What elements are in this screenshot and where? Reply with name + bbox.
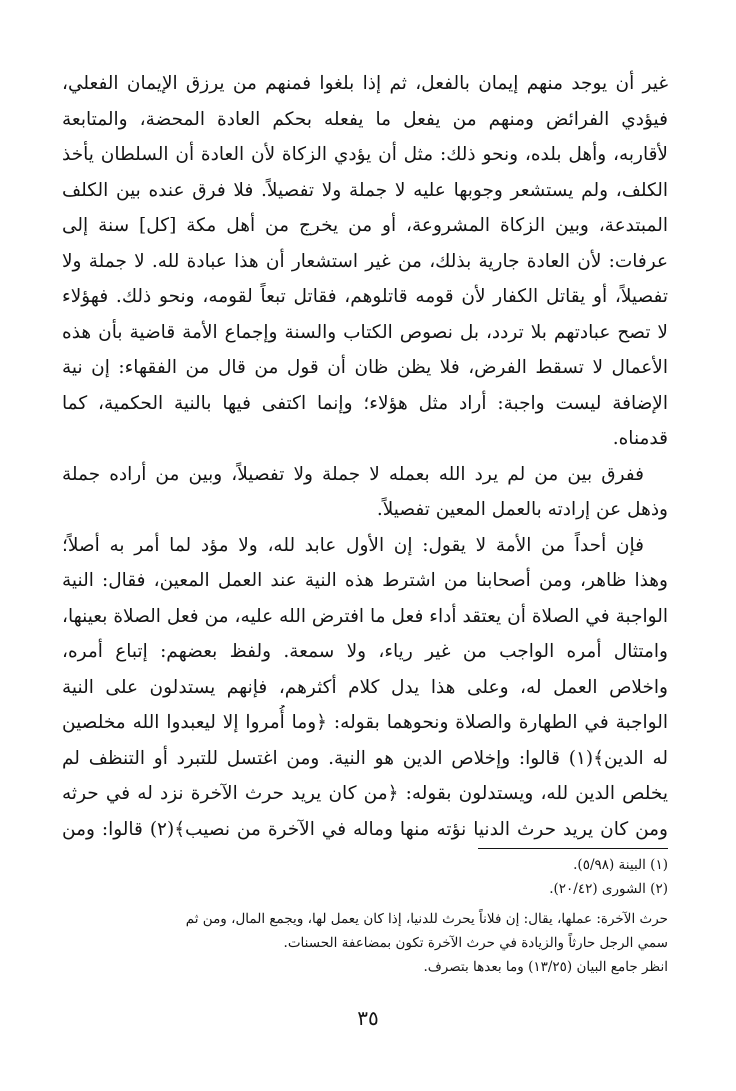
text-line: الإضافة ليست واجبة: أراد مثل هؤلاء؛ وإنما اكتفى فيها بالنية الحكمية، كما: [62, 392, 668, 414]
footnote-note-line-2: سمي الرجل حارثاً والزيادة في حرث الآخرة تكون بمضاعفة الحسنات.: [283, 935, 668, 951]
text-line: ففرق بين من لم يرد الله بعمله لا جملة ولا تفصيلاً، وبين من أراده جملة: [62, 463, 644, 485]
text-line: فإن أحداً من الأمة لا يقول: إن الأول عابد لله، ولا مؤد لما أمر به أصلاً؛: [62, 534, 644, 556]
text-line: قدمناه.: [612, 428, 668, 449]
text-line: ومن كان يريد حرث الدنيا نؤته منها وماله في الآخرة من نصيب﴾(٢) قالوا: ومن: [62, 818, 668, 840]
text-line: الواجبة في الصلاة أن يعتقد أداء فعل ما افترض الله عليه، من فعل الصلاة بعينها،: [62, 605, 668, 627]
footnote-note-line-1: حرث الآخرة: عملها، يقال: إن فلاناً يحرث للدنيا، إذا كان يعمل لها، ويجمع المال، ومن ثم: [185, 911, 668, 927]
text-line: غير أن يوجد منهم إيمان بالفعل، ثم إذا بلغوا فمنهم من يرزق الإيمان الفعلي،: [62, 73, 668, 94]
text-line: الكلف، ولم يستشعر وجوبها عليه لا جملة ولا تفصيلاً. فلا فرق عنده بين الكلف: [62, 179, 668, 201]
text-line: المبتدعة، وبين الزكاة المشروعة، أو من يخرج من أهل مكة [كل] سنة إلى: [62, 215, 668, 236]
text-line: وهذا ظاهر، ومن أصحابنا من اشترط هذه النية عند العمل المعين، فقال: النية: [62, 570, 668, 591]
text-line: عرفات: لأن العادة جارية بذلك، من غير استشعار أن هذا عبادة لله. لا جملة ولا: [62, 250, 668, 272]
footnote-2: (٢) الشورى (٢٠/٤٢).: [549, 881, 668, 897]
body-text: [62, 66, 668, 847]
text-line: يخلص الدين لله، ويستدلون بقوله: ﴿من كان يريد حرث الآخرة نزد له في حرثه: [62, 783, 668, 804]
footnote-separator: [478, 848, 668, 849]
text-line: لا تصح عبادتهم بلا تردد، بل نصوص الكتاب والسنة وإجماع الأمة قاضية بأن هذه: [62, 321, 668, 343]
text-line: واخلاص العمل له، وعلى هذا يدل كلام أكثرهم، فإنهم يستدلون على النية: [62, 676, 668, 698]
footnotes: [62, 848, 668, 979]
text-line: الأعمال لا تسقط الفرض، فلا يظن ظان أن قول من قال من الفقهاء: إن نية: [62, 357, 668, 378]
text-line: وذهل عن إرادته بالعمل المعين تفصيلاً.: [376, 499, 668, 520]
text-line: وامتثال أمره الواجب من غير رياء، ولا سمعة. ولفظ بعضهم: إتباع أمره،: [62, 641, 668, 662]
page-number: ٣٥: [357, 1006, 379, 1030]
footnote-1: (١) البينة (٥/٩٨).: [573, 857, 668, 873]
footnote-note-line-3: انظر جامع البيان (١٣/٢٥) وما بعدها بتصرف.: [423, 959, 668, 975]
text-line: الواجبة في الطهارة والصلاة ونحوهما بقوله: ﴿وما أُمروا إلا ليعبدوا الله مخلصين: [62, 712, 668, 733]
text-line: فيؤدي الفرائض ومنهم من يفعل ما يفعله بحكم العادة المحضة، والمتابعة: [62, 108, 668, 130]
text-line: له الدين﴾(١) قالوا: وإخلاص الدين هو النية. ومن اغتسل للتبرد أو التنظف لم: [62, 747, 668, 769]
text-line: تفصيلاً، أو يقاتل الكفار لأن قومه قاتلوهم، فقاتل تبعاً لقومه، ونحو ذلك. فهؤلاء: [62, 286, 668, 307]
text-line: لأقاربه، وأهل بلده، ونحو ذلك: مثل أن يؤدي الزكاة لأن العادة أن السلطان يأخذ: [62, 144, 668, 165]
